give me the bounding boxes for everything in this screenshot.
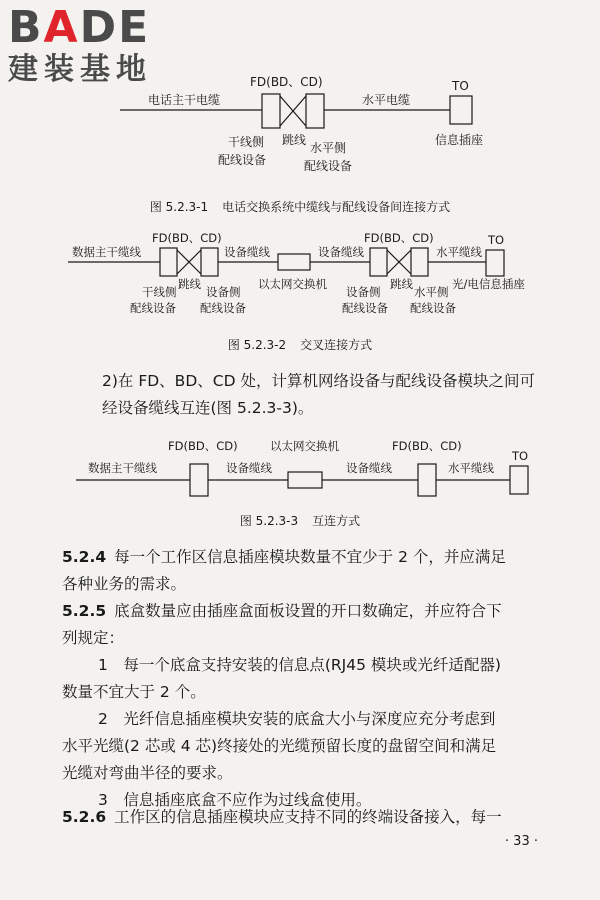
label-trunk-side-1: 干线侧 [142, 285, 177, 299]
item-2-line-3: 光缆对弯曲半径的要求。 [62, 764, 233, 782]
logo-subtitle: 建装基地 [8, 52, 152, 87]
ethernet-switch-block [278, 254, 310, 270]
fd2-block [418, 464, 436, 496]
figure-caption-2 [0, 336, 600, 353]
logo-text: BADE [8, 2, 151, 53]
label-equip-cable-2: 设备缆线 [346, 461, 392, 475]
label-ethernet-switch: 以太网交换机 [270, 439, 339, 453]
para-line: 经设备缆线互连(图 5.2.3-3)。 [102, 399, 314, 417]
figure-5-2-3-1 [0, 72, 600, 182]
para-line: 2)在 FD、BD、CD 处，计算机网络设备与配线设备模块之间可 [102, 372, 535, 390]
horiz-side-block [306, 94, 324, 128]
section-5-2-5 [62, 598, 562, 814]
fd1-trunk-block [160, 248, 177, 276]
label-fd-1: FD(BD、CD) [168, 439, 238, 453]
label-fd-2: FD(BD、CD) [364, 231, 434, 245]
item-1-line-1: 1 每一个底盒支持安装的信息点(RJ45 模块或光纤适配器) [98, 656, 501, 674]
label-horiz-side-2: 配线设备 [410, 301, 456, 315]
label-jumper: 跳线 [282, 133, 307, 147]
label-horiz-cable: 水平缆线 [448, 461, 494, 475]
label-trunk-side-2: 配线设备 [218, 153, 267, 167]
label-trunk-side-2: 配线设备 [130, 301, 176, 315]
trunk-side-block [262, 94, 280, 128]
fd1-equip-block [201, 248, 218, 276]
label-horiz-side-1: 水平侧 [310, 141, 347, 155]
label-data-trunk: 数据主干缆线 [88, 461, 157, 475]
label-outlet: 信息插座 [435, 133, 484, 147]
label-trunk-side-1: 干线侧 [228, 135, 265, 149]
label-fd: FD(BD、CD) [250, 75, 323, 89]
figure-5-2-3-2 [0, 226, 600, 326]
label-optical-outlet: 光/电信息插座 [452, 277, 525, 291]
label-fd-2: FD(BD、CD) [392, 439, 462, 453]
label-horiz-cable: 水平缆线 [436, 245, 482, 259]
fd2-equip-block [370, 248, 387, 276]
label-to-2: TO [488, 233, 505, 247]
paragraph-2 [102, 368, 562, 422]
caption-number: 图 5.2.3-3 [239, 514, 299, 528]
fd2-horiz-block [411, 248, 428, 276]
section-text: 工作区的信息插座模块应支持不同的终端设备接入，每一 [114, 808, 502, 826]
label-equip-side-1: 设备侧 [206, 285, 241, 299]
caption-number: 图 5.2.3-1 [149, 200, 209, 214]
section-text: 每一个工作区信息插座模块数量不宜少于 2 个，并应满足 [114, 548, 506, 566]
section-5-2-6 [62, 804, 562, 831]
page-number: · 33 · [504, 834, 538, 849]
label-to-3: TO [512, 449, 529, 463]
caption-text: 电话交换系统中缆线与配线设备间连接方式 [222, 200, 451, 214]
logo-main [8, 2, 152, 53]
label-equip-side-3: 设备侧 [346, 285, 381, 299]
label-jumper-1: 跳线 [178, 277, 201, 291]
section-number: 5.2.5 [62, 602, 107, 620]
label-equip-cable-1: 设备缆线 [224, 245, 270, 259]
label-ethernet-switch: 以太网交换机 [258, 277, 327, 291]
to-outlet-block [450, 96, 472, 124]
item-1-line-2: 数量不宜大于 2 个。 [62, 683, 206, 701]
fd1-block [190, 464, 208, 496]
label-horiz-cable: 水平电缆 [362, 93, 411, 107]
ethernet-switch-block [288, 472, 322, 488]
to-outlet-block-3 [510, 466, 528, 494]
item-2-line-2: 水平光缆(2 芯或 4 芯)终接处的光缆预留长度的盘留空间和满足 [62, 737, 497, 755]
item-3: 3 信息插座底盒不应作为过线盒使用。 [98, 791, 372, 809]
section-text: 各种业务的需求。 [62, 575, 187, 593]
label-equip-side-2: 配线设备 [200, 301, 246, 315]
label-jumper-2: 跳线 [390, 277, 413, 291]
label-phone-trunk: 电话主干电缆 [148, 93, 221, 107]
section-number: 5.2.4 [62, 548, 107, 566]
section-text: 底盒数量应由插座盒面板设置的开口数确定，并应符合下 [114, 602, 502, 620]
label-horiz-side-2: 配线设备 [304, 159, 353, 173]
section-text: 列规定： [62, 629, 125, 647]
item-2-line-1: 2 光纤信息插座模块安装的底盒大小与深度应充分考虑到 [98, 710, 496, 728]
label-equip-side-4: 配线设备 [342, 301, 388, 315]
figure-5-2-3-3 [0, 436, 600, 506]
label-horiz-side-1: 水平侧 [414, 285, 449, 299]
to-outlet-block-2 [486, 250, 504, 276]
label-to: TO [452, 79, 469, 93]
section-5-2-4 [62, 544, 562, 598]
label-equip-cable-2: 设备缆线 [318, 245, 364, 259]
label-fd-1: FD(BD、CD) [152, 231, 222, 245]
section-number: 5.2.6 [62, 808, 107, 826]
figure-caption-1 [0, 198, 600, 215]
caption-number: 图 5.2.3-2 [227, 338, 287, 352]
label-data-trunk: 数据主干缆线 [72, 245, 141, 259]
caption-text: 交叉连接方式 [300, 338, 373, 352]
label-equip-cable-1: 设备缆线 [226, 461, 272, 475]
caption-text: 互连方式 [312, 514, 361, 528]
figure-caption-3 [0, 512, 600, 529]
